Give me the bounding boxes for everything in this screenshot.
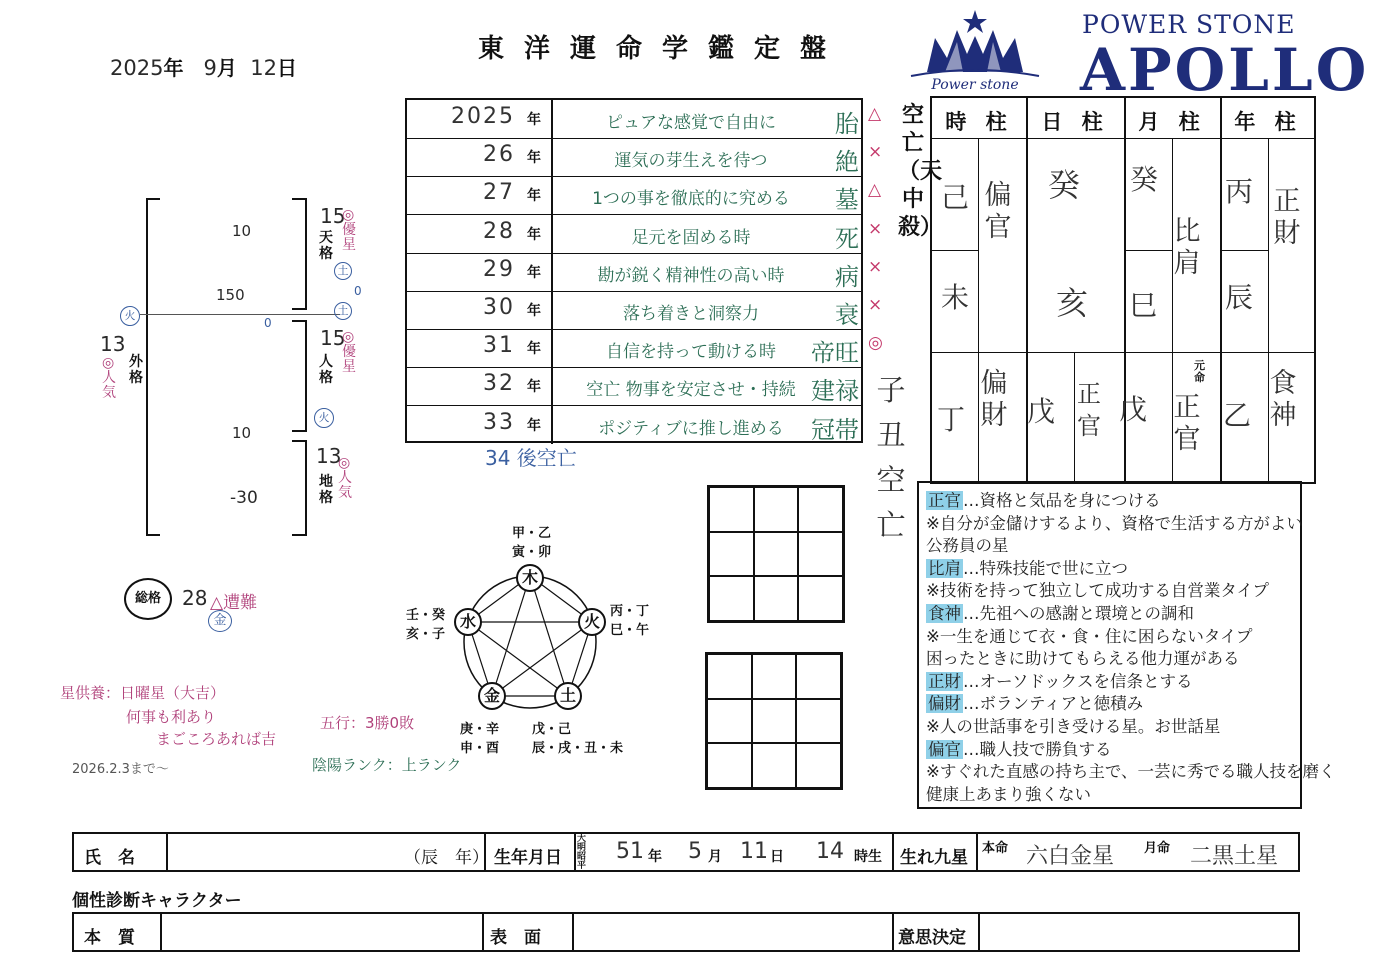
character-row [72, 912, 1300, 952]
personal-info-row [72, 832, 1300, 872]
year-cell [407, 253, 553, 291]
year-unit: 年 [648, 849, 662, 865]
year-row [407, 291, 861, 330]
year-stem: 丙 [1224, 175, 1253, 208]
water-element: 水 [454, 608, 482, 636]
year-unit: 年 [527, 417, 541, 434]
year-unit: 年 [527, 188, 541, 205]
note-highlight: 正財 [928, 671, 961, 691]
year-cell [407, 329, 553, 367]
hour-hidden-star: 偏財 [980, 368, 1008, 431]
year-cycle: 絶 [835, 148, 859, 177]
month-hidden-star: 正官 [1173, 392, 1201, 455]
date-month-unit: 月 [216, 56, 237, 80]
note-text: ※人の世話事を引き受ける星。お世話星 [926, 717, 1221, 736]
name-label: 氏 名 [84, 848, 135, 868]
jinkaku-num: 15 [320, 326, 346, 350]
honmei-label: 本命 [982, 841, 1009, 856]
getsumei-value: 二黒土星 [1190, 844, 1279, 869]
year-theme: ピュアな感覚で自由に [606, 113, 776, 133]
year-theme: 足元を固める時 [631, 227, 751, 248]
year-theme: ポジティブに推し進める [598, 418, 784, 439]
gaikaku-label: 外格 [129, 354, 143, 386]
year-fortune-table [405, 98, 863, 443]
note-text: …資格と気品を身につける [963, 491, 1161, 510]
year-theme: 空亡 物事を安定させ・持続 [586, 380, 796, 401]
water-kana: 壬・癸 亥・子 [406, 608, 446, 642]
note-line [926, 532, 1009, 556]
note-line [926, 736, 1112, 760]
brand-name: APOLLO [1080, 36, 1370, 104]
mark-minus30: -30 [230, 488, 258, 508]
date-day: 12 [250, 56, 277, 80]
year-cycle: 冠帯 [811, 415, 859, 444]
note-text: 健康上あまり強くない [926, 784, 1091, 804]
date-year: 2025 [110, 56, 164, 80]
year-unit: 年 [527, 303, 541, 319]
tenkaku-num: 15 [320, 204, 346, 228]
year-number: 28 [483, 218, 515, 244]
jinkaku-fortune: ◎優星 [342, 329, 356, 375]
mark-150: 150 [216, 286, 245, 304]
mark-0-b: 0 [354, 284, 362, 298]
year-number: 31 [483, 333, 515, 359]
year-row [407, 176, 861, 215]
year-theme: 落ち着きと洞察力 [623, 304, 759, 324]
tenkaku-label: 天格 [319, 230, 333, 262]
ishi-label: 意思決定 [898, 928, 966, 948]
year-stem-star: 正財 [1273, 186, 1301, 249]
note-text: …職人技で勝負する [963, 739, 1112, 759]
note-line [926, 781, 1091, 805]
note-text: ※すぐれた直感の持ち主で、一芸に秀でる職人技を磨く [926, 762, 1336, 782]
note-text: …先祖への感謝と環境との調和 [963, 604, 1194, 623]
left-note-4: 2026.2.3まで～ [72, 762, 169, 777]
mark-10-a: 10 [232, 222, 252, 240]
year-number: 27 [483, 180, 515, 206]
year-cycle: 帝旺 [811, 339, 859, 368]
year-theme: 勘が鋭く精神性の高い時 [597, 265, 785, 286]
year-cycle: 建禄 [811, 377, 859, 406]
soukaku-label: 総格 [124, 578, 172, 620]
tenkaku-element: 土 [334, 262, 352, 280]
name-zodiac: （辰 年） [404, 848, 489, 868]
left-note-2: 何事も利あり [126, 708, 217, 726]
birth-day: 11 [740, 839, 768, 864]
year-row [407, 100, 861, 139]
year-theme: 自信を持って動ける時 [606, 342, 776, 363]
year-unit: 年 [527, 150, 541, 167]
year-row [407, 329, 861, 368]
metal-element: 金 [478, 682, 506, 710]
tenkaku-fortune: ◎優星 [342, 207, 356, 253]
year-cycle: 死 [835, 224, 859, 253]
year-cell [407, 367, 553, 405]
birth-month: 5 [688, 839, 702, 864]
brand-script: Power stone [931, 77, 1019, 93]
ganmei-label: 元命 [1194, 359, 1205, 384]
chikaku-num: 13 [316, 444, 342, 468]
crown-logo-icon [905, 6, 1045, 98]
month-unit: 月 [708, 849, 722, 865]
year-cycle: 病 [835, 262, 859, 291]
year-mark: × [868, 256, 883, 277]
year-mark: △ [868, 180, 882, 201]
date [110, 52, 297, 81]
year-number: 32 [483, 371, 515, 397]
note-text: …特殊技能で世に立つ [963, 558, 1128, 578]
fire-element: 火 [578, 608, 606, 636]
left-note-1: 星供養：日曜星（大吉） [60, 684, 226, 702]
date-year-unit: 年 [163, 56, 184, 80]
year-row [407, 406, 861, 444]
year-cycle: 墓 [835, 186, 859, 215]
wood-kana: 甲・乙 寅・卯 [512, 526, 552, 560]
year-unit: 年 [527, 341, 541, 358]
year-theme: 運気の芽生えを待つ [614, 151, 768, 172]
date-day-unit: 日 [276, 56, 297, 80]
year-mark: × [868, 142, 883, 163]
note-text: ※技術を持って独立して成功する自営業タイプ [926, 581, 1270, 601]
soukaku-num: 28 [182, 586, 208, 610]
year-cycle: 胎 [835, 110, 859, 138]
year-number: 26 [483, 142, 515, 168]
magic-square-grid-2 [705, 652, 843, 790]
note-line [926, 600, 1194, 624]
gaikaku-num: 13 [100, 332, 126, 356]
year-branch: 辰 [1224, 281, 1253, 314]
gaikaku-fortune: ◎人気 [102, 355, 116, 401]
day-hidden: 戊 [1026, 395, 1055, 428]
year-unit: 年 [527, 264, 541, 281]
chikaku-fortune: ◎人気 [338, 455, 352, 501]
year-number: 2025 [451, 104, 515, 129]
hour-unit: 時生 [854, 849, 882, 865]
note-text: …オーソドックスを信条とする [963, 671, 1193, 691]
magic-square-grid-1 [707, 485, 845, 623]
character-title: 個性診断キャラクター [72, 891, 242, 911]
year-number: 33 [483, 409, 515, 435]
day-unit: 日 [770, 849, 784, 865]
year-row [407, 138, 861, 177]
year-row [407, 253, 861, 292]
note-line [926, 713, 1220, 737]
year-cell [407, 406, 553, 444]
honshitsu-label: 本 質 [84, 928, 135, 948]
year-cell [407, 291, 553, 329]
honmei-value: 六白金星 [1026, 844, 1115, 869]
note-line [926, 577, 1269, 601]
note-line [926, 510, 1303, 534]
fire-kana: 丙・丁 巳・午 [610, 604, 650, 638]
chikaku-label: 地格 [319, 474, 333, 506]
hyoumen-label: 表 面 [490, 928, 541, 948]
jinkaku-label: 人格 [319, 354, 333, 386]
year-cycle: 衰 [835, 301, 859, 329]
year-mark: ◎ [868, 333, 883, 354]
note-text: ※自分が金儲けするより、資格で生活する方がよい [926, 513, 1303, 533]
year-number: 29 [483, 256, 515, 282]
month-stem-star: 比肩 [1173, 216, 1201, 279]
year-hidden-star: 食神 [1269, 368, 1297, 431]
mark-10-b: 10 [232, 424, 252, 442]
year-unit: 年 [527, 226, 541, 243]
hour-hidden: 丁 [936, 403, 965, 436]
day-hidden-star: 正官 [1077, 380, 1101, 440]
year-mark: △ [868, 104, 882, 124]
pillar-header-hour: 時 柱 [945, 110, 1013, 134]
year-row [407, 215, 861, 254]
month-hidden: 戊 [1118, 393, 1147, 426]
soukaku-element: 金 [208, 610, 232, 632]
note-line [926, 645, 1240, 669]
pillar-header-day: 日 柱 [1041, 110, 1109, 134]
note-highlight: 偏官 [928, 739, 961, 759]
page-title: 東洋運命学鑑定盤 [478, 34, 847, 64]
wood-element: 木 [516, 564, 544, 592]
day-stem: 癸 [1047, 166, 1080, 204]
date-month: 9 [203, 56, 217, 80]
year-number: 30 [483, 295, 515, 320]
year-cell [407, 138, 553, 176]
year-cell [407, 100, 553, 138]
year-row [407, 367, 861, 406]
year-cell [407, 215, 553, 253]
note-highlight: 正官 [928, 491, 961, 510]
pillar-header-year: 年 柱 [1234, 110, 1302, 134]
note-highlight: 比肩 [928, 558, 961, 578]
pillar-header-month: 月 柱 [1138, 110, 1206, 134]
note-highlight: 偏財 [928, 694, 961, 714]
earth-element: 土 [554, 682, 582, 710]
hour-stem-star: 偏官 [984, 180, 1012, 243]
note-text: 困ったときに助けてもらえる他力運がある [926, 649, 1240, 669]
year-mark: × [868, 218, 883, 239]
month-stem: 癸 [1129, 163, 1158, 196]
hour-branch: 未 [940, 281, 969, 314]
note-line [926, 555, 1128, 579]
inyo-note: 陰陽ランク：上ランク [312, 756, 462, 774]
after-kubo-note: 34 後空亡 [485, 446, 577, 470]
star-notes-box [917, 481, 1336, 809]
birth-hour: 14 [816, 839, 844, 864]
gogyo-note: 五行：3勝0敗 [320, 714, 415, 732]
note-line [926, 623, 1253, 647]
getsumei-label: 月命 [1144, 841, 1171, 856]
jinkaku-element: 土 [334, 302, 352, 320]
day-branch: 亥 [1055, 284, 1088, 322]
year-theme: 1つの事を徹底的に究める [592, 189, 790, 210]
note-line [926, 668, 1193, 692]
birth-label: 生年月日 [494, 848, 562, 868]
nine-star-label: 生れ九星 [900, 848, 968, 868]
earth-kana: 戊・己 辰・戌・丑・未 [532, 722, 624, 756]
note-line [926, 758, 1336, 782]
hour-stem: 己 [940, 181, 969, 214]
note-text: 公務員の星 [926, 536, 1009, 556]
kubo-handwritten: 子丑空亡 [876, 373, 906, 542]
metal-kana: 庚・辛 申・酉 [460, 722, 500, 756]
left-note-3: まごころあれば吉 [156, 730, 277, 748]
gaikaku-element: 火 [120, 306, 140, 326]
birth-year: 51 [616, 839, 644, 864]
chikaku-element: 火 [314, 408, 334, 428]
mark-0-a: 0 [264, 316, 272, 330]
month-branch: 巳 [1128, 289, 1157, 322]
note-highlight: 食神 [928, 604, 961, 623]
year-cell [407, 176, 553, 214]
year-unit: 年 [527, 112, 541, 128]
year-mark: × [868, 295, 883, 315]
note-text: ※一生を通じて衣・食・住に困らないタイプ [926, 626, 1253, 646]
note-text: …ボランティアと徳積み [963, 694, 1144, 714]
note-line [926, 690, 1143, 714]
kubo-label: 空亡（天中殺） [898, 103, 943, 240]
era-label: 大明昭平 [577, 834, 587, 871]
year-unit: 年 [527, 379, 541, 396]
note-line [926, 487, 1161, 511]
year-hidden: 乙 [1222, 399, 1251, 432]
soukaku-fortune: △遭難 [210, 593, 258, 613]
brand-top: POWER STONE [1082, 10, 1296, 39]
